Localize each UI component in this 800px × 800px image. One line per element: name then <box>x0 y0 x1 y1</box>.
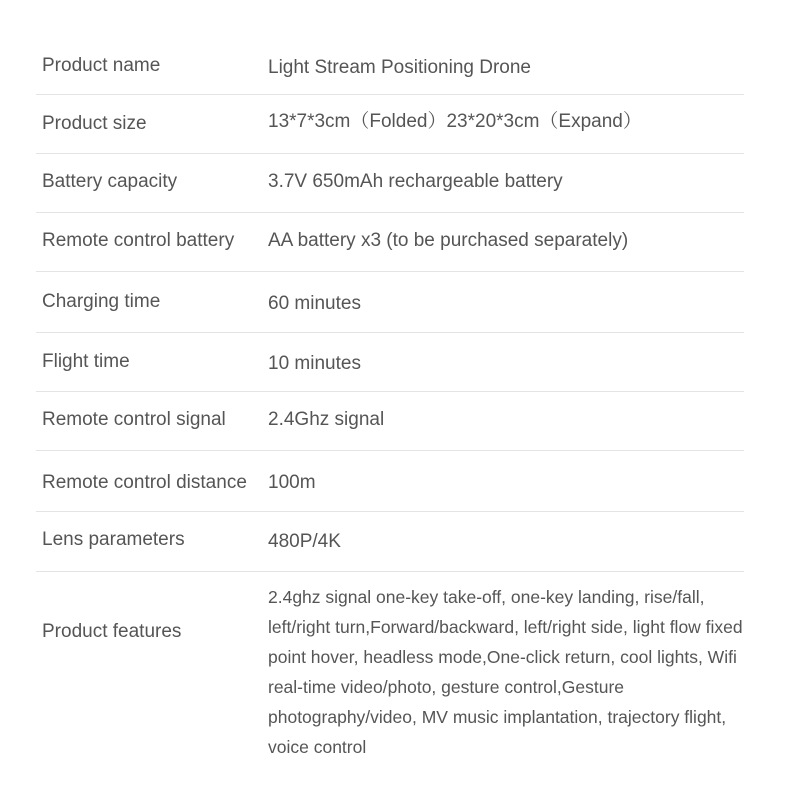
row-divider <box>36 571 744 572</box>
spec-label: Battery capacity <box>42 171 178 192</box>
row-divider <box>36 271 744 272</box>
row-divider <box>36 153 744 154</box>
spec-label: Product name <box>42 55 161 76</box>
spec-label: Lens parameters <box>42 529 185 550</box>
spec-value: 100m <box>268 472 316 493</box>
spec-label: Product size <box>42 113 147 134</box>
row-divider <box>36 332 744 333</box>
spec-label: Flight time <box>42 351 130 372</box>
spec-label: Product features <box>42 621 182 642</box>
spec-value: 2.4Ghz signal <box>268 409 385 430</box>
spec-value: Light Stream Positioning Drone <box>268 57 531 78</box>
spec-value: 13*7*3cm（Folded）23*20*3cm（Expand） <box>268 111 642 132</box>
spec-value: 3.7V 650mAh rechargeable battery <box>268 171 563 192</box>
spec-value: 10 minutes <box>268 353 361 374</box>
spec-value: 60 minutes <box>268 293 361 314</box>
row-divider <box>36 511 744 512</box>
spec-value: AA battery x3 (to be purchased separately) <box>268 230 629 251</box>
row-divider <box>36 450 744 451</box>
row-divider <box>36 391 744 392</box>
row-divider <box>36 212 744 213</box>
spec-label: Remote control signal <box>42 409 226 430</box>
spec-label: Charging time <box>42 291 161 312</box>
spec-value: 2.4ghz signal one-key take-off, one-key landing, rise/fall, left/right turn,Forward/backward, left/right side, light flow fixed point hover, headless mode,One-click return, cool lights, Wifi real-time video/photo, gesture control,Gesture photography/video, MV music implantation, trajectory flight, voice control <box>268 587 743 757</box>
row-divider <box>36 94 744 95</box>
spec-value: 480P/4K <box>268 531 341 552</box>
spec-label: Remote control battery <box>42 230 235 251</box>
spec-label: Remote control distance <box>42 472 247 493</box>
